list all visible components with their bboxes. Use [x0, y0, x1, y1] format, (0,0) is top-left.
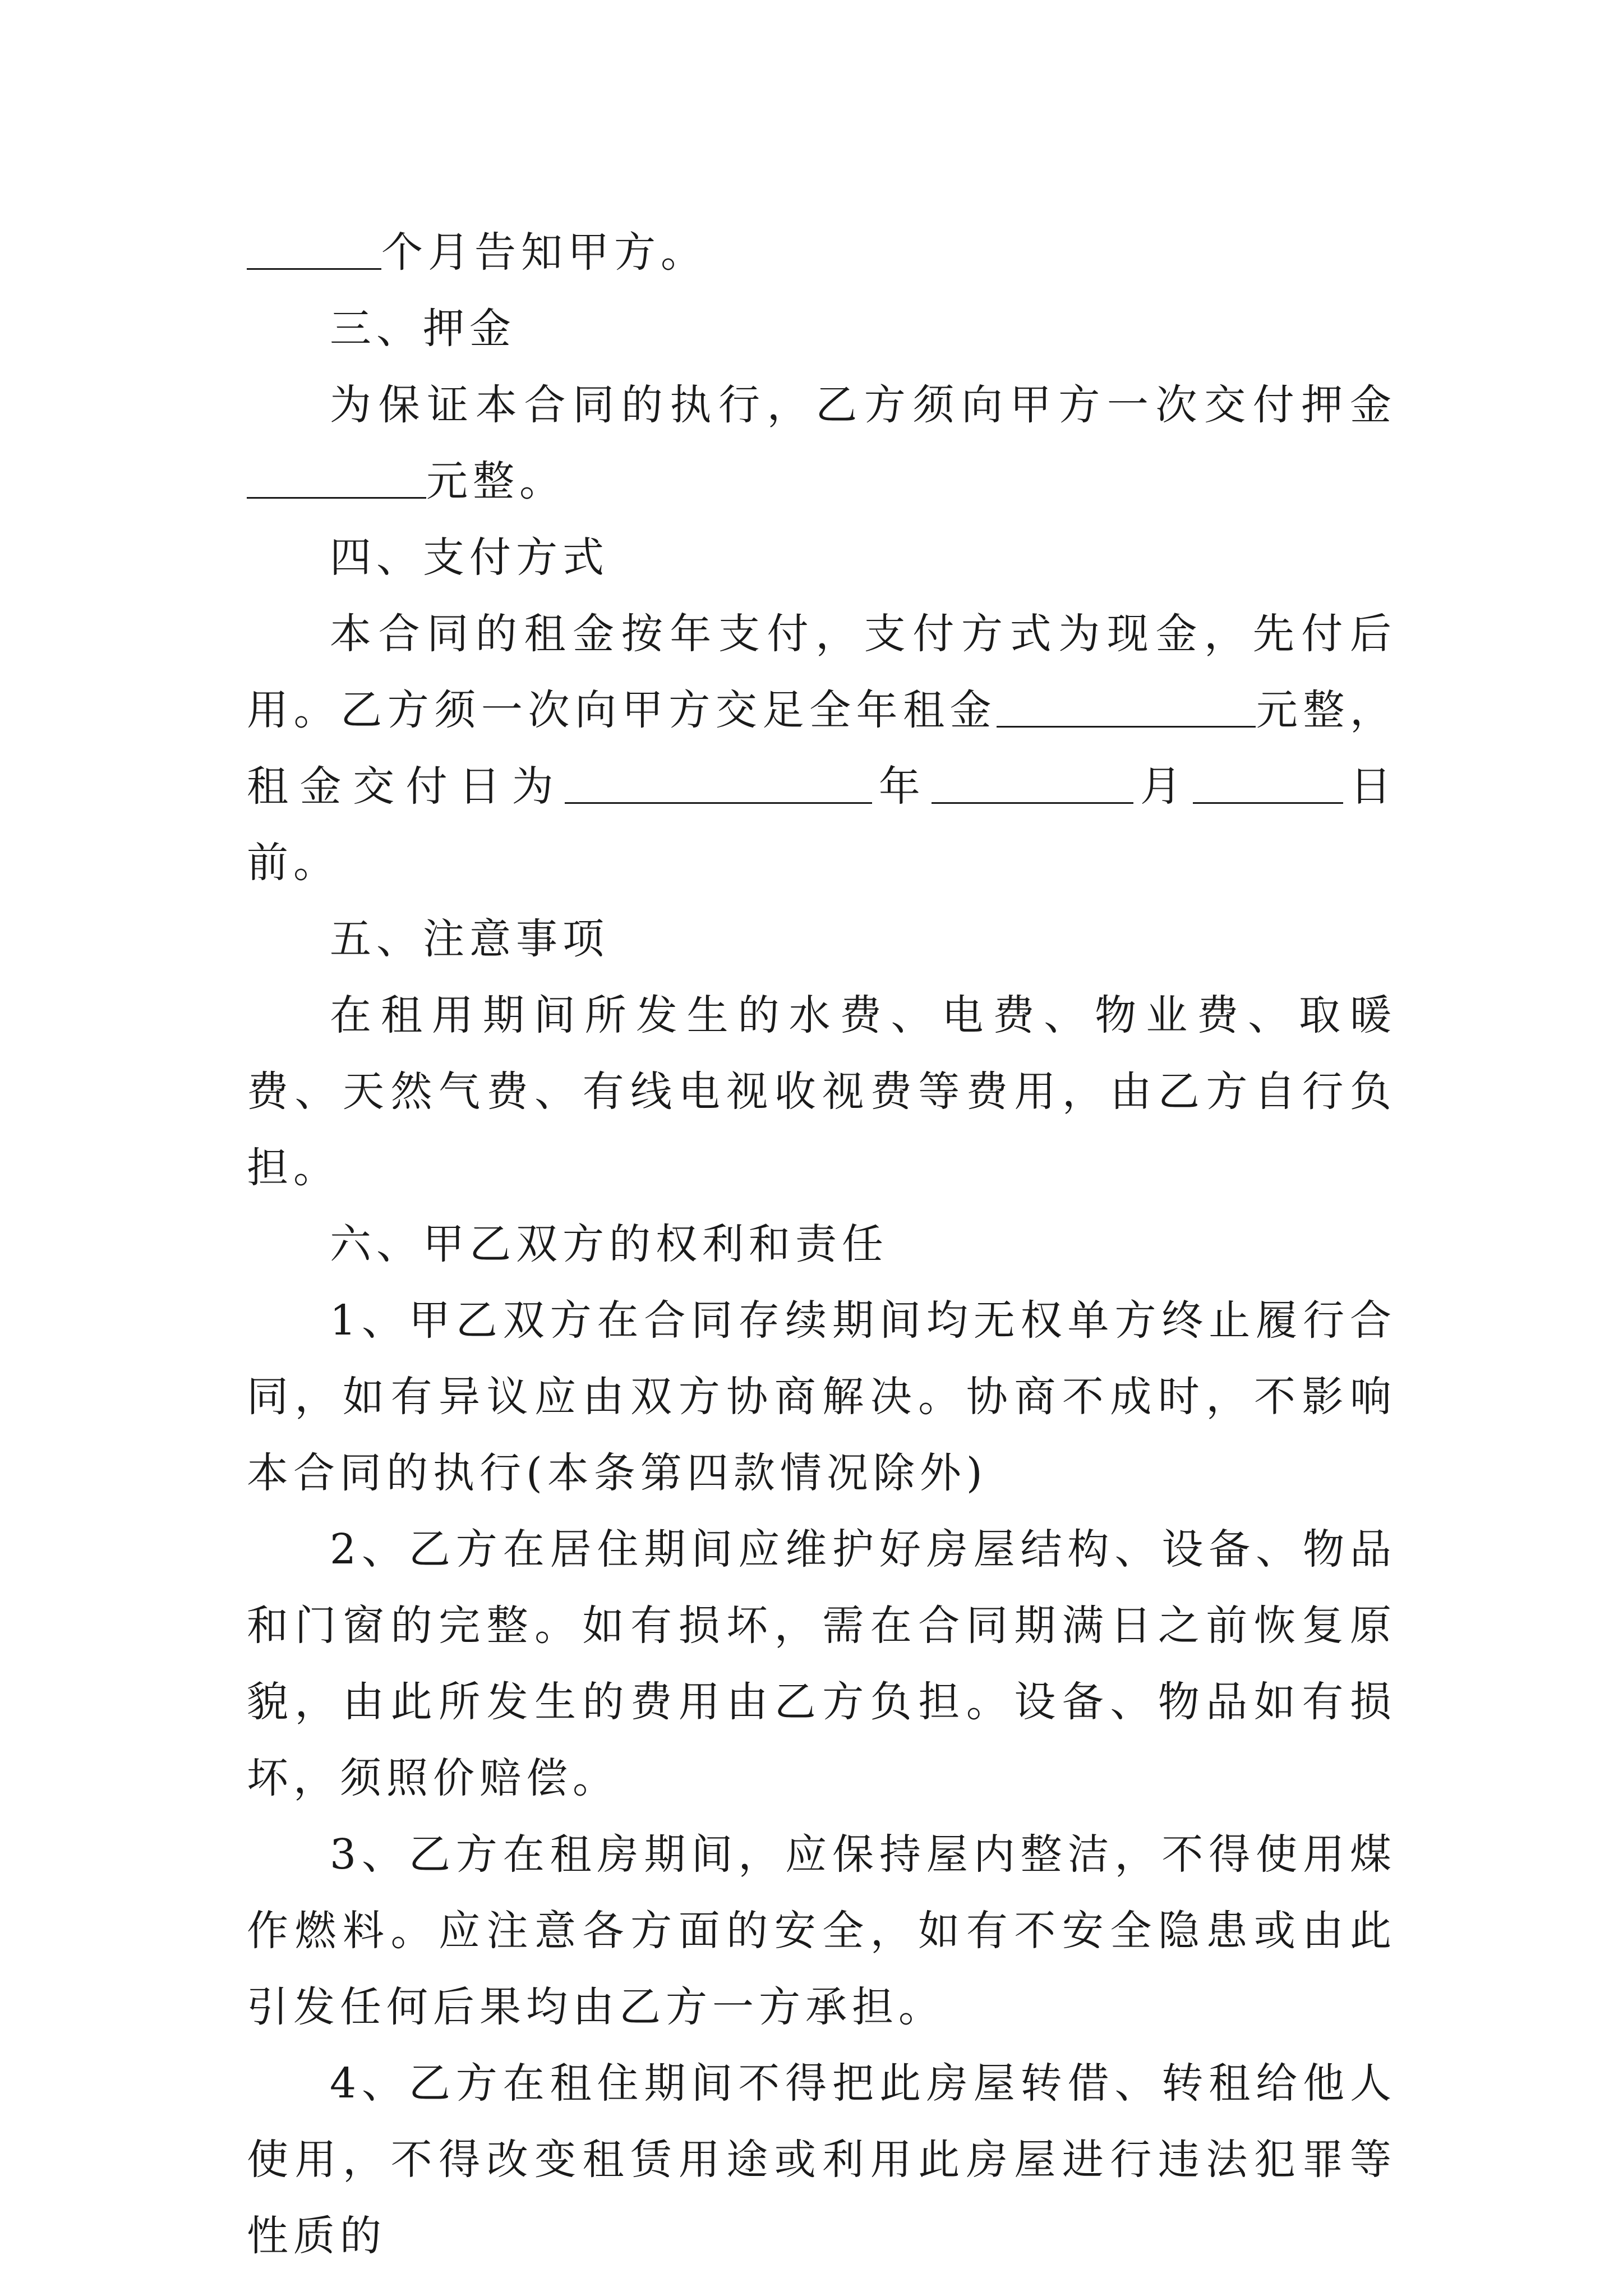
- rights-item-2: 2、乙方在居住期间应维护好房屋结构、设备、物品和门窗的完整。如有损坏，需在合同期满日之前恢复原貌，由此所发生的费用由乙方负担。设备、物品如有损坏，须照价赔偿。: [247, 1525, 1396, 1802]
- payment-paragraph: [247, 596, 1396, 901]
- payment-text-1: 本合同的租金按年支付，支付方式为现金，先付后用。乙方须一次向甲方交足全年租金: [247, 610, 1396, 734]
- continuation-text: 个月告知甲方。: [381, 228, 707, 277]
- rights-item-1: 1、甲乙双方在合同存续期间均无权单方终止履行合同，如有异议应由双方协商解决。协商不成时，不影响本合同的执行(本条第四款情况除外): [247, 1296, 1396, 1497]
- heading-notes: 五、注意事项: [330, 915, 609, 963]
- heading-payment: 四、支付方式: [330, 533, 609, 582]
- blank-rent-amount: [997, 687, 1256, 728]
- rights-item-3: 3、乙方在租房期间，应保持屋内整洁，不得使用煤作燃料。应注意各方面的安全，如有不安全隐患或由此引发任何后果均由乙方一方承担。: [247, 1830, 1396, 2031]
- notes-paragraph: 在租用期间所发生的水费、电费、物业费、取暖费、天然气费、有线电视收视费等费用，由乙方自行负担。: [247, 991, 1396, 1192]
- deposit-paragraph: [247, 367, 1396, 519]
- blank-month: [932, 763, 1133, 804]
- payment-text-2: 元整，租金交付日为: [247, 686, 1397, 811]
- payment-month-label: 月: [1133, 762, 1193, 811]
- payment-day-label: 日前。: [247, 762, 1397, 887]
- blank-year: [565, 763, 872, 804]
- document-body: [247, 214, 1396, 2274]
- heading-deposit: 三、押金: [330, 305, 516, 353]
- payment-year-label: 年: [872, 762, 932, 811]
- rights-item-4: 4、乙方在租住期间不得把此房屋转借、转租给他人使用，不得改变租赁用途或利用此房屋进行违法犯罪等性质的: [247, 2059, 1396, 2260]
- blank-deposit-amount: [247, 458, 426, 499]
- blank-day: [1193, 763, 1343, 804]
- deposit-text-after: 元整。: [426, 457, 566, 505]
- blank-months: [247, 229, 381, 270]
- heading-rights: 六、甲乙双方的权利和责任: [330, 1220, 888, 1268]
- deposit-text-before: 为保证本合同的执行，乙方须向甲方一次交付押金: [330, 381, 1396, 429]
- continuation-line: [247, 214, 1396, 291]
